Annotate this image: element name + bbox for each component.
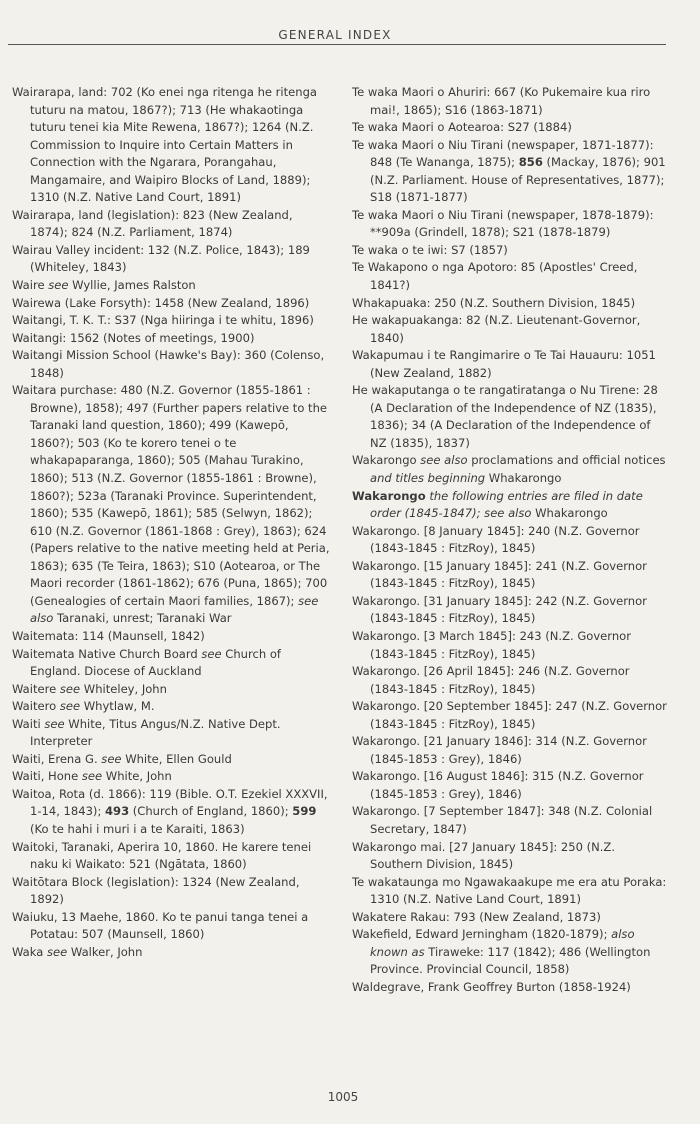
bold-text: 856 [518,155,543,170]
italic-text: see [44,716,65,731]
index-entry: Te waka Maori o Niu Tirani (newspaper, 1878-1879): **909a (Grindell, 1878); S21 (1878-1879) [352,207,654,240]
index-entry: Wakarongo. [3 March 1845]: 243 (N.Z. Governor (1843-1845 : FitzRoy), 1845) [352,628,631,661]
index-entry: Waire see Wyllie, James Ralston [12,278,196,293]
italic-text: see [59,681,81,696]
index-entry: Wakatere Rakau: 793 (New Zealand, 1873) [352,909,601,924]
bold-text: 493 [105,804,130,819]
index-entry: Waitere see Whiteley, John [12,681,167,696]
index-entry: Waitangi Mission School (Hawke's Bay): 360 (Colenso, 1848) [12,348,325,380]
index-entry: Waiti, Hone see White, John [12,769,172,784]
index-entry: Waitara purchase: 480 (N.Z. Governor (1855-1861 : Browne), 1858); 497 (Further papers relative to the Taranaki land question, 1860); 499 (Kawepō, 1860?); 503 (Ko te korero tenei o te whakapaparanga, 1860); 505 (Mahau Turakino, 1860); 513 (N.Z. Governor (1855-1861 : Browne), 1860?); 523a (Taranaki Province. Superintendent, 1860); 535 (Kawepō, 1861); 585 (Selwyn, 1862); 610 (N.Z. Governor (1861-1868 : Grey), 1863); 624 (Papers relative to the native meeting held at Peria, 1863); 635 (Te Teira, 1863); S10 (Aotearoa, or The Maori recorder (1861-1862); 676 (Puna, 1865); 700 (Genealogies of certain Maori families, 1867); see also Taranaki, unrest; Taranaki War [12,383,330,626]
index-entry: Te waka o te iwi: S7 (1857) [352,242,508,257]
bold-text: Wakarongo [352,488,426,503]
page-number: 1005 [327,1090,359,1104]
italic-text: see [48,278,69,293]
index-entry: Waka see Walker, John [12,944,143,959]
index-entry: He wakaputanga o te rangatiratanga o Nu Tirene: 28 (A Declaration of the Independence of NZ (1835), 1836); 34 (A Declaration of the Independence of NZ (1835), 1837) [352,383,658,450]
italic-text: and titles beginning [370,471,486,486]
index-entry: Wakarongo. [7 September 1847]: 348 (N.Z. Colonial Secretary, 1847) [352,804,653,836]
right-column [352,84,670,996]
italic-text: see [59,699,81,714]
index-entry: Wakarongo. [20 September 1845]: 247 (N.Z. Governor (1843-1845 : FitzRoy), 1845) [352,699,667,731]
index-entry: Wakarongo. [26 April 1845]: 246 (N.Z. Governor (1843-1845 : FitzRoy), 1845) [352,664,630,696]
index-entry: Te waka Maori o Ahuriri: 667 (Ko Pukemaire kua riro mai!, 1865); S16 (1863-1871) [352,85,651,117]
index-entry: Wairau Valley incident: 132 (N.Z. Police, 1843); 189 (Whiteley, 1843) [12,242,310,275]
italic-text: see [81,769,103,784]
index-entry: Wairewa (Lake Forsyth): 1458 (New Zealand, 1896) [12,295,310,310]
index-entry: Wakarongo. [8 January 1845]: 240 (N.Z. Governor (1843-1845 : FitzRoy), 1845) [352,523,640,556]
index-entry: Waiuku, 13 Maehe, 1860. Ko te panui tanga tenei a Potatau: 507 (Maunsell, 1860) [12,909,309,942]
italic-text: see also [420,453,468,468]
italic-text: see [201,646,222,661]
index-entry: Te waka Maori o Niu Tirani (newspaper, 1871-1877): 848 (Te Wananga, 1875); 856 (Mackay, 1876); 901 (N.Z. Parliament. House of Representatives, 1877); S18 (1871-1877) [352,137,666,205]
index-entry: Waitero see Whytlaw, M. [12,699,155,714]
index-entry: Wakarongo see also proclamations and official notices and titles beginning Whakarongo [352,453,666,486]
index-entry: Te waka Maori o Aotearoa: S27 (1884) [352,120,572,135]
index-entry: Wakarongo. [31 January 1845]: 242 (N.Z. Governor (1843-1845 : FitzRoy), 1845) [352,593,647,626]
index-entry: Wakapumau i te Rangimarire o Te Tai Hauauru: 1051 (New Zealand, 1882) [352,348,656,380]
italic-text: see also [30,593,319,626]
index-entry: Te wakataunga mo Ngawakaakupe me era atu Poraka: 1310 (N.Z. Native Land Court, 1891) [352,874,667,907]
index-entry: Waitoki, Taranaki, Aperira 10, 1860. He karere tenei naku ki Waikato: 521 (Ngātata, 1860) [12,839,312,872]
header-rule [8,44,666,45]
index-entry: Waitangi, T. K. T.: S37 (Nga hiiringa i te whitu, 1896) [12,313,314,328]
index-entry: Waldegrave, Frank Geoffrey Burton (1858-1924) [352,979,631,994]
index-entry: Wakarongo mai. [27 January 1845]: 250 (N.Z. Southern Division, 1845) [352,839,615,872]
index-entry: Wakarongo the following entries are filed in date order (1845-1847); see also Whakarongo [352,488,643,521]
index-entry: Te Wakapono o nga Apotoro: 85 (Apostles' Creed, 1841?) [352,260,638,293]
bold-text: 599 [292,804,317,819]
index-entry: Waiti, Erena G. see White, Ellen Gould [12,751,232,766]
left-column [12,84,332,961]
italic-text: see [101,751,122,766]
italic-text: see [46,944,68,959]
index-entry: Waitemata: 114 (Maunsell, 1842) [12,628,205,643]
index-entry: Wairarapa, land (legislation): 823 (New Zealand, 1874); 824 (N.Z. Parliament, 1874) [12,207,293,240]
italic-text: also known as [370,927,635,959]
index-entry: Wakarongo. [16 August 1846]: 315 (N.Z. Governor (1845-1853 : Grey), 1846) [352,769,644,801]
index-entry: Wakarongo. [15 January 1845]: 241 (N.Z. Governor (1843-1845 : FitzRoy), 1845) [352,558,647,591]
index-entry: Whakapuaka: 250 (N.Z. Southern Division, 1845) [352,295,636,310]
index-entry: Waitōtara Block (legislation): 1324 (New Zealand, 1892) [12,874,300,907]
index-entry: Waitemata Native Church Board see Church of England. Diocese of Auckland [12,646,281,679]
index-entry: Waitoa, Rota (d. 1866): 119 (Bible. O.T. Ezekiel XXXVII, 1-14, 1843); 493 (Church of England, 1860); 599 (Ko te hahi i muri i a te Karaiti, 1863) [12,786,328,836]
italic-text: the following entries are filed in date order (1845-1847); see also [370,488,643,521]
index-entry: Wakefield, Edward Jerningham (1820-1879); also known as Tiraweke: 117 (1842); 486 (Wellington Province. Provincial Council, 1858) [352,927,651,977]
index-entry: Waitangi: 1562 (Notes of meetings, 1900) [12,330,255,345]
index-entry: Waiti see White, Titus Angus/N.Z. Native Dept. Interpreter [12,716,281,749]
running-header: GENERAL INDEX [278,28,392,42]
index-entry: Wairarapa, land: 702 (Ko enei nga ritenga he ritenga tuturu na matou, 1867?); 713 (He whakaotinga tuturu tenei kia Mite Rewena, 1867?); 1264 (N.Z. Commission to Inquire into Certain Matters in Connection with the Ngarara, Porangahau, Mangamaire, and Waipiro Blocks of Land, 1889); 1310 (N.Z. Native Land Court, 1891) [12,85,317,205]
index-entry: Wakarongo. [21 January 1846]: 314 (N.Z. Governor (1845-1853 : Grey), 1846) [352,734,647,766]
index-entry: He wakapuakanga: 82 (N.Z. Lieutenant-Governor, 1840) [352,313,641,345]
